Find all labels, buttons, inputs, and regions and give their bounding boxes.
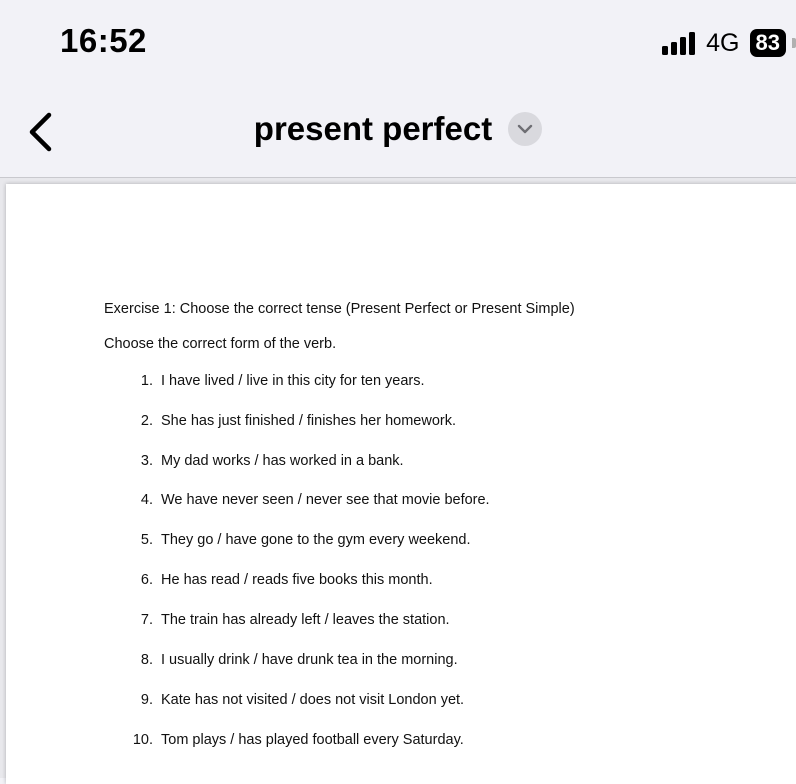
item-text: I have lived / live in this city for ten years.: [161, 373, 425, 389]
battery-icon: [750, 29, 786, 57]
item-number: 10.: [132, 732, 153, 748]
network-type: 4G: [706, 28, 740, 57]
status-bar: [0, 0, 796, 84]
item-text: The train has already left / leaves the station.: [161, 612, 450, 628]
title-menu-button[interactable]: [508, 112, 542, 146]
list-item: [126, 492, 490, 508]
item-number: 9.: [140, 692, 153, 708]
item-text: He has read / reads five books this month.: [161, 572, 433, 588]
item-text: I usually drink / have drunk tea in the morning.: [161, 652, 458, 668]
item-number: 1.: [140, 373, 153, 389]
exercise-instruction: Choose the correct form of the verb.: [104, 336, 337, 352]
item-text: Kate has not visited / does not visit London yet.: [161, 692, 465, 708]
item-number: 7.: [140, 612, 153, 628]
item-number: 2.: [140, 413, 153, 429]
document-viewer[interactable]: [0, 178, 796, 778]
item-number: 8.: [140, 652, 153, 668]
item-number: 5.: [140, 532, 153, 548]
list-item: [126, 373, 425, 389]
list-item: [126, 732, 464, 748]
item-number: 6.: [140, 572, 153, 588]
list-item: [126, 692, 464, 708]
navigation-bar: [0, 84, 796, 178]
item-text: Tom plays / has played football every Saturday.: [161, 732, 464, 748]
list-item: [126, 413, 456, 429]
item-text: She has just finished / finishes her homework.: [161, 413, 456, 429]
battery-tip: [792, 38, 796, 48]
list-item: [126, 453, 404, 469]
chevron-down-icon: [517, 124, 533, 134]
item-text: My dad works / has worked in a bank.: [161, 453, 404, 469]
exercise-heading: Exercise 1: Choose the correct tense (Present Perfect or Present Simple): [104, 301, 575, 317]
list-item: [126, 612, 450, 628]
list-item: [126, 652, 458, 668]
status-time: 16:52: [60, 22, 147, 59]
item-text: They go / have gone to the gym every weekend.: [161, 532, 471, 548]
status-indicators: [662, 28, 796, 58]
cellular-signal-icon: [662, 31, 698, 55]
item-number: 3.: [140, 453, 153, 469]
item-number: 4.: [140, 492, 153, 508]
battery-level: 83: [755, 30, 780, 55]
item-text: We have never seen / never see that movie before.: [161, 492, 490, 508]
title-area: [0, 110, 796, 148]
document-page: [6, 184, 796, 784]
list-item: [126, 532, 471, 548]
list-item: [126, 572, 433, 588]
page-title[interactable]: present perfect: [253, 110, 493, 147]
